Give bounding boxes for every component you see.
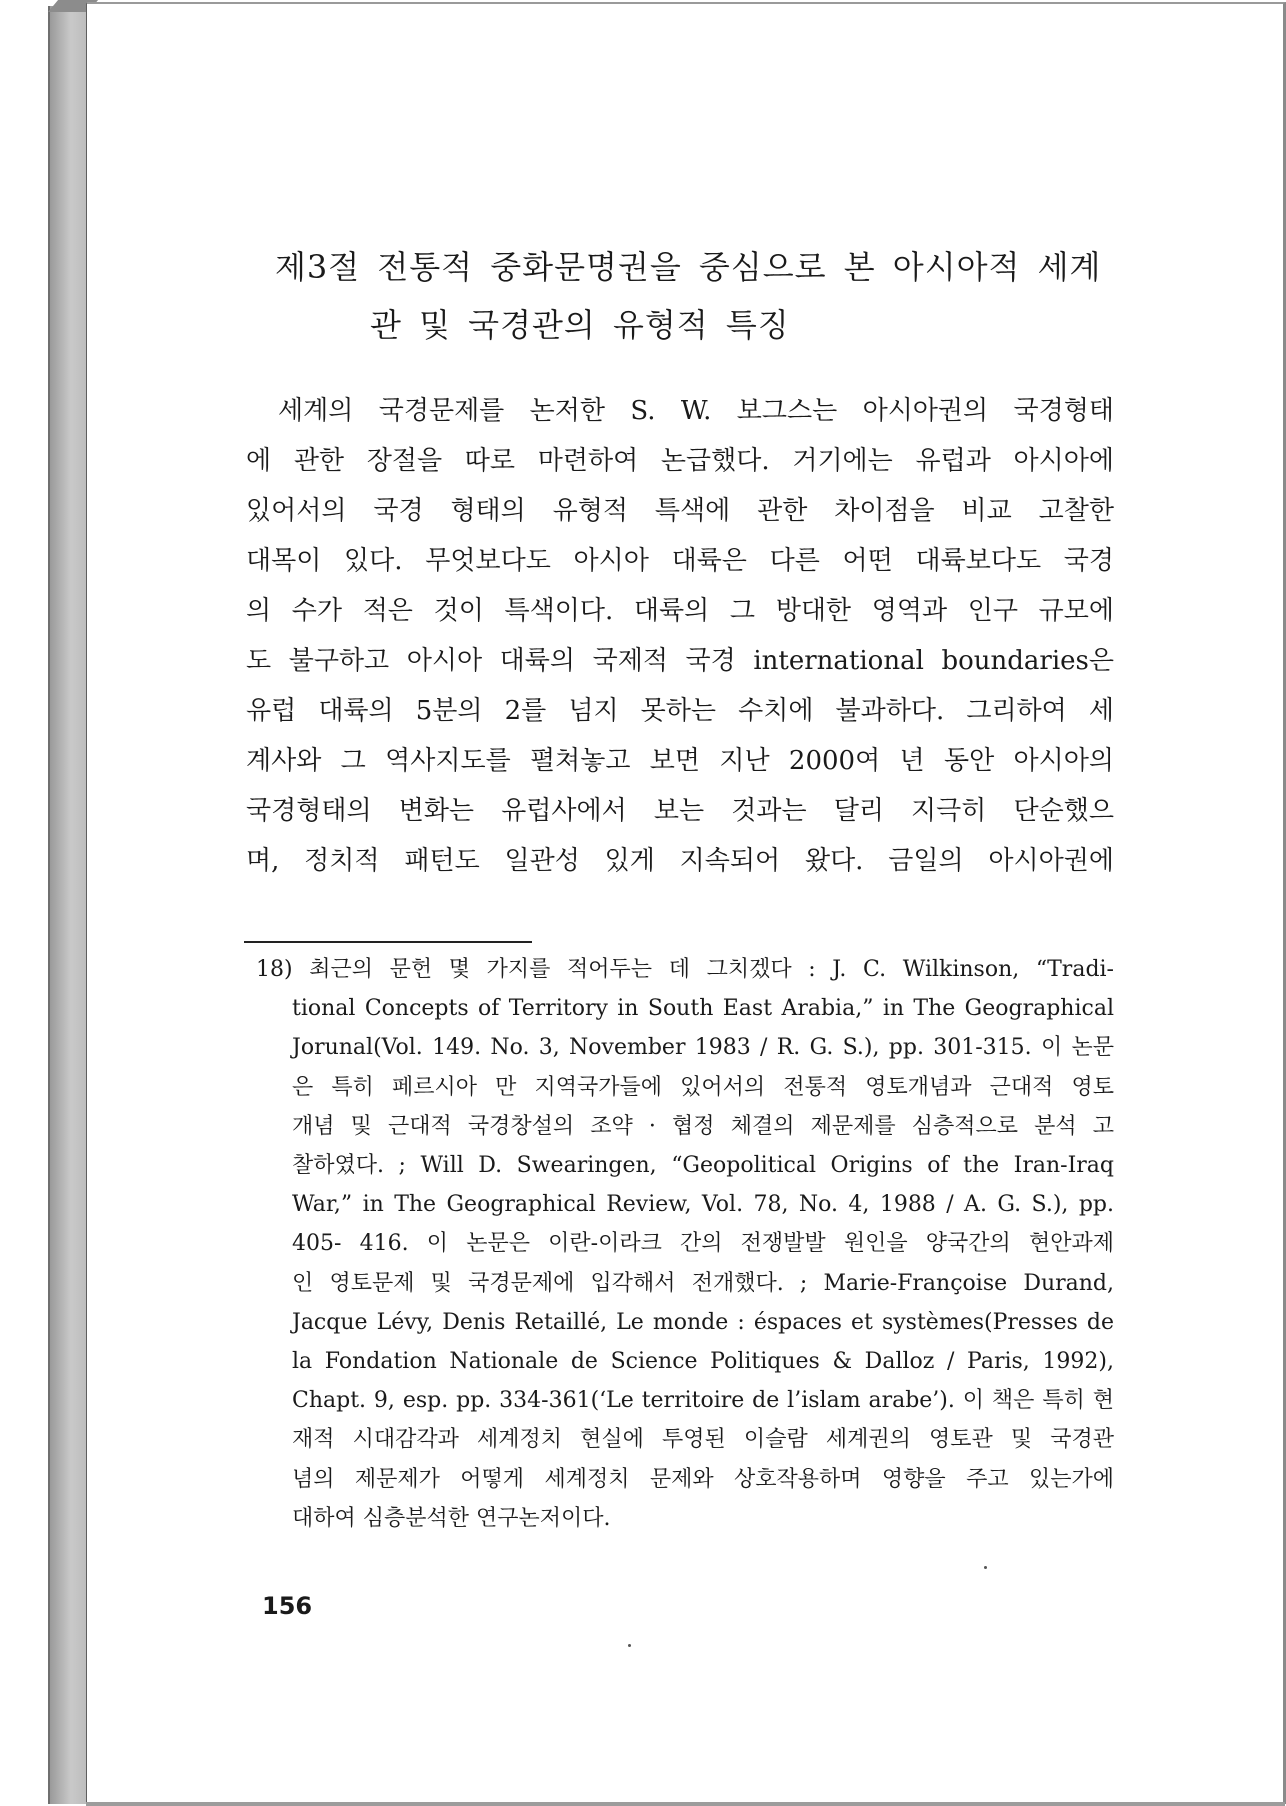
- scan-speck: [628, 1644, 631, 1647]
- page-bottom-shadow: [86, 1802, 1285, 1806]
- body-line: 세계의 국경문제를 논저한 S. W. 보그스는 아시아권의 국경형태: [278, 396, 1114, 426]
- footnote-line: 인 영토문제 및 국경문제에 입각해서 전개했다. ; Marie-Françoise Durand,: [292, 1270, 1114, 1296]
- footnote-line: 은 특히 페르시아 만 지역국가들에 있어서의 전통적 영토개념과 근대적 영토: [292, 1074, 1114, 1100]
- page-number: 156: [262, 1592, 313, 1620]
- footnote-line: Jacque Lévy, Denis Retaillé, Le monde : éspaces et systèmes(Presses de: [292, 1309, 1114, 1335]
- footnote-line: 405- 416. 이 논문은 이란-이라크 간의 전쟁발발 원인을 양국간의 현안과제: [292, 1231, 1114, 1257]
- footnote-line: 개념 및 근대적 국경창설의 조약 · 협정 체결의 제문제를 심층적으로 분석 고: [292, 1113, 1114, 1139]
- footnote-line: 념의 제문제가 어떻게 세계정치 문제와 상호작용하며 영향을 주고 있는가에: [292, 1466, 1114, 1492]
- body-line: 며, 정치적 패턴도 일관성 있게 지속되어 왔다. 금일의 아시아권에: [246, 846, 1114, 876]
- body-line: 있어서의 국경 형태의 유형적 특색에 관한 차이점을 비교 고찰한: [246, 496, 1114, 526]
- section-heading-line-1: 제3절 전통적 중화문명권을 중심으로 본 아시아적 세계: [275, 248, 1102, 286]
- body-line: 국경형태의 변화는 유럽사에서 보는 것과는 달리 지극히 단순했으: [246, 796, 1114, 826]
- footnote-line: la Fondation Nationale de Science Politiques & Dalloz / Paris, 1992),: [292, 1349, 1114, 1375]
- book-spine-edge: [48, 6, 88, 1804]
- footnote-line: 재적 시대감각과 세계정치 현실에 투영된 이슬람 세계권의 영토관 및 국경관: [292, 1427, 1114, 1453]
- scan-speck: [984, 1566, 987, 1569]
- body-line: 계사와 그 역사지도를 펼쳐놓고 보면 지난 2000여 년 동안 아시아의: [246, 746, 1114, 776]
- footnote-line: 18) 최근의 문헌 몇 가지를 적어두는 데 그치겠다 : J. C. Wilkinson, “Tradi-: [256, 957, 1114, 982]
- body-line: 유럽 대륙의 5분의 2를 넘지 못하는 수치에 불과하다. 그리하여 세: [246, 696, 1114, 726]
- footnote-line: Jorunal(Vol. 149. No. 3, November 1983 / R. G. S.), pp. 301-315. 이 논문: [292, 1035, 1114, 1061]
- footnote-line: tional Concepts of Territory in South East Arabia,” in The Geographical: [292, 996, 1114, 1022]
- section-heading: [275, 238, 1115, 354]
- footnote-line: War,” in The Geographical Review, Vol. 78, No. 4, 1988 / A. G. S.), pp.: [292, 1192, 1114, 1218]
- footnote-line: Chapt. 9, esp. pp. 334-361(‘Le territoire de l’islam arabe’). 이 책은 특히 현: [292, 1388, 1114, 1414]
- footnote-line: 찰하였다. ; Will D. Swearingen, “Geopolitical Origins of the Iran-Iraq: [292, 1153, 1114, 1179]
- footnote-separator: [244, 941, 532, 943]
- section-heading-line-2: 관 및 국경관의 유형적 특징: [370, 306, 790, 344]
- body-line: 대목이 있다. 무엇보다도 아시아 대륙은 다른 어떤 대륙보다도 국경: [246, 546, 1114, 576]
- body-line: 도 불구하고 아시아 대륙의 국제적 국경 international boundaries은: [246, 646, 1114, 676]
- footnote-line: 대하여 심층분석한 연구논저이다.: [292, 1505, 611, 1531]
- body-line: 의 수가 적은 것이 특색이다. 대륙의 그 방대한 영역과 인구 규모에: [246, 596, 1114, 626]
- body-line: 에 관한 장절을 따로 마련하여 논급했다. 거기에는 유럽과 아시아에: [246, 446, 1114, 476]
- footnote-18: [256, 950, 1114, 1538]
- body-paragraph: [246, 386, 1114, 886]
